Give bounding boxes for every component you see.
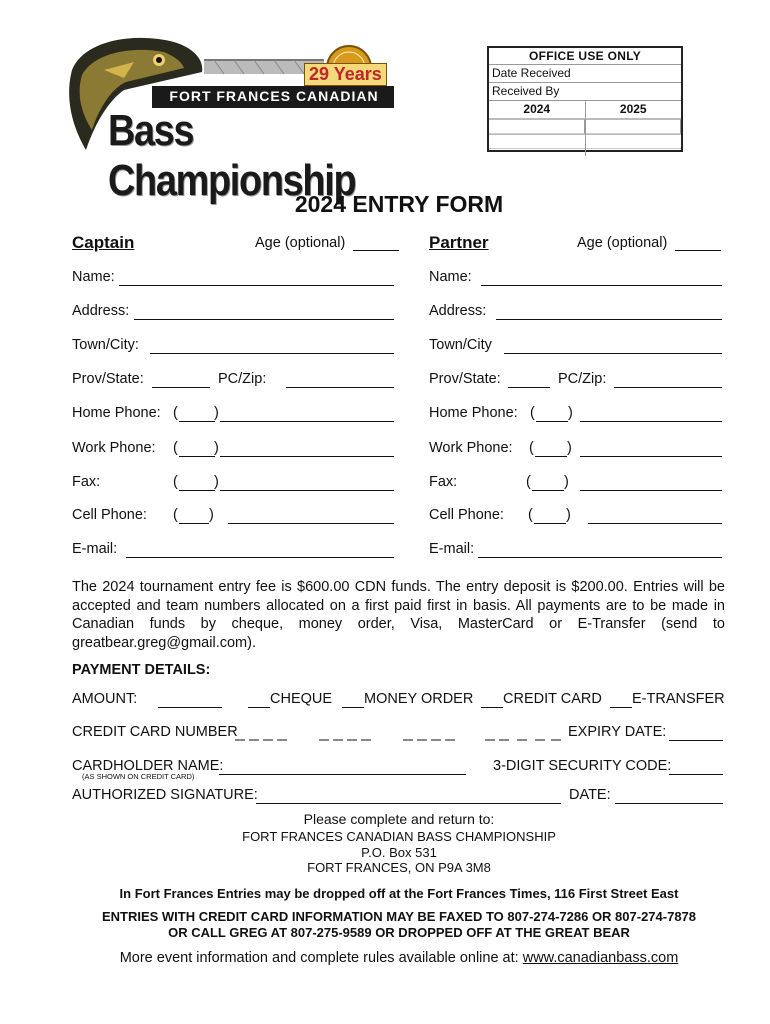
captain-address-label: Address: [72,303,130,319]
office-cell-2024[interactable] [489,118,586,156]
return-org: FORT FRANCES CANADIAN BASS CHAMPIONSHIP [242,829,556,844]
captain-fax-label: Fax: [72,474,101,490]
partner-cell-paren-close: ) [566,507,571,523]
captain-email-label: E-mail: [72,541,118,557]
signature-field[interactable] [256,803,561,804]
partner-age-label: Age (optional) [577,235,668,251]
partner-cell-paren: ( [528,507,533,523]
captain-heading: Captain [72,233,135,252]
captain-age-field[interactable] [353,250,399,251]
partner-cell-area-field[interactable] [534,523,566,524]
captain-pc-field[interactable] [286,387,394,388]
captain-cell-area-field[interactable] [179,523,209,524]
logo-years: 29 Years [304,63,387,86]
entry-fee-paragraph: The 2024 tournament entry fee is $600.00 CDN funds. The entry deposit is $200.00. Entries will be accepted and team numbers allocated on a first paid first in basis. All payments are to be made in Canadian funds by cheque, money order, Visa, MasterCard or E-Transfer (send to greatbear.greg@gmail.com). [72,579,725,651]
captain-work-area-field[interactable] [179,456,215,457]
captain-fax-field[interactable] [220,490,394,491]
captain-home-paren-close: ) [214,405,219,421]
partner-home-field[interactable] [580,421,722,422]
payment-heading: PAYMENT DETAILS: [72,662,211,678]
partner-address-label: Address: [429,303,487,319]
cheque-checkbox[interactable] [248,707,270,708]
captain-name-field[interactable] [119,285,394,286]
date-field[interactable] [615,803,723,804]
partner-fax-paren-close: ) [564,474,569,490]
security-code-label: 3-DIGIT SECURITY CODE: [493,758,672,774]
partner-home-paren-close: ) [568,405,573,421]
captain-cell-field[interactable] [228,523,394,524]
logo-org: FORT FRANCES CANADIAN [169,88,379,104]
captain-town-label: Town/City: [72,337,139,353]
captain-cell-label: Cell Phone: [72,507,147,523]
captain-work-field[interactable] [220,456,394,457]
more-info-text: More event information and complete rules available online at: [119,950,519,966]
captain-cell-paren-close: ) [209,507,214,523]
cheque-label: CHEQUE [270,691,333,707]
partner-pc-label: PC/Zip: [558,371,607,387]
captain-fax-area-field[interactable] [179,490,215,491]
office-cell-2025[interactable] [586,118,682,156]
expiry-label: EXPIRY DATE: [568,724,667,740]
captain-pc-label: PC/Zip: [218,371,267,387]
captain-address-field[interactable] [134,319,394,320]
office-use-header: OFFICE USE ONLY [528,49,642,63]
partner-cell-label: Cell Phone: [429,507,504,523]
captain-work-paren: ( [173,440,178,456]
money-order-label: MONEY ORDER [364,691,474,707]
partner-email-label: E-mail: [429,541,475,557]
partner-town-field[interactable] [504,353,722,354]
return-intro: Please complete and return to: [303,811,495,827]
captain-email-field[interactable] [126,557,394,558]
captain-prov-field[interactable] [152,387,210,388]
credit-card-label: CREDIT CARD [503,691,602,707]
partner-work-paren-close: ) [567,440,572,456]
page-title: 2024 ENTRY FORM [294,191,504,217]
partner-fax-label: Fax: [429,474,458,490]
signature-label: AUTHORIZED SIGNATURE: [72,787,258,803]
partner-heading: Partner [429,233,489,252]
money-order-checkbox[interactable] [342,707,364,708]
date-received-label: Date Received [489,64,681,82]
captain-home-area-field[interactable] [179,421,215,422]
partner-age-field[interactable] [675,250,721,251]
partner-home-area-field[interactable] [536,421,568,422]
partner-prov-label: Prov/State: [429,371,501,387]
partner-home-paren: ( [530,405,535,421]
partner-home-label: Home Phone: [429,405,518,421]
partner-email-field[interactable] [478,557,722,558]
partner-work-paren: ( [529,440,534,456]
year-2024-label: 2024 [489,101,586,118]
office-use-box [487,46,683,152]
cardholder-label: CARDHOLDER NAME: [72,758,224,774]
captain-work-label: Work Phone: [72,440,156,456]
partner-work-field[interactable] [580,456,722,457]
captain-fax-paren: ( [173,474,178,490]
partner-cell-field[interactable] [588,523,722,524]
captain-town-field[interactable] [150,353,394,354]
captain-home-paren: ( [173,405,178,421]
cc-number-label: CREDIT CARD NUMBER [72,724,238,740]
dropoff-note: In Fort Frances Entries may be dropped off at the Fort Frances Times, 116 First Street East [119,886,679,901]
fax-note-line1: ENTRIES WITH CREDIT CARD INFORMATION MAY BE FAXED TO 807-274-7286 OR 807-274-7878 [101,909,697,924]
captain-cell-paren: ( [173,507,178,523]
championship-logo [64,30,404,205]
logo-name: Bass Championship [108,106,356,205]
partner-name-label: Name: [429,269,472,285]
received-by-label: Received By [489,82,681,100]
date-label: DATE: [569,787,611,803]
captain-prov-label: Prov/State: [72,371,144,387]
as-shown-note: (AS SHOWN ON CREDIT CARD) [82,772,195,781]
etransfer-checkbox[interactable] [610,707,632,708]
website-link[interactable]: www.canadianbass.com [522,950,679,966]
captain-age-label: Age (optional) [255,235,346,251]
captain-home-field[interactable] [220,421,394,422]
partner-pc-field[interactable] [614,387,722,388]
expiry-field[interactable] [669,740,723,741]
partner-fax-paren: ( [526,474,531,490]
partner-work-area-field[interactable] [535,456,567,457]
partner-address-field[interactable] [496,319,722,320]
return-city: FORT FRANCES, ON P9A 3M8 [307,860,491,875]
return-box: P.O. Box 531 [361,845,437,860]
captain-name-label: Name: [72,269,115,285]
partner-work-label: Work Phone: [429,440,513,456]
partner-town-label: Town/City [429,337,492,353]
credit-card-checkbox[interactable] [481,707,503,708]
amount-label: AMOUNT: [72,691,138,707]
partner-fax-area-field[interactable] [532,490,564,491]
partner-fax-field[interactable] [580,490,722,491]
cc-number-field[interactable] [235,739,561,741]
captain-home-label: Home Phone: [72,405,161,421]
partner-prov-field[interactable] [508,387,550,388]
cardholder-field[interactable] [219,774,466,775]
partner-name-field[interactable] [481,285,722,286]
fax-note-line2: OR CALL GREG AT 807-275-9589 OR DROPPED OFF AT THE GREAT BEAR [168,925,630,940]
amount-field[interactable] [158,707,222,708]
year-2025-label: 2025 [619,102,647,116]
captain-fax-paren-close: ) [214,474,219,490]
etransfer-label: E-TRANSFER [632,691,725,707]
more-info-line [0,950,770,966]
security-code-field[interactable] [669,774,723,775]
captain-work-paren-close: ) [214,440,219,456]
